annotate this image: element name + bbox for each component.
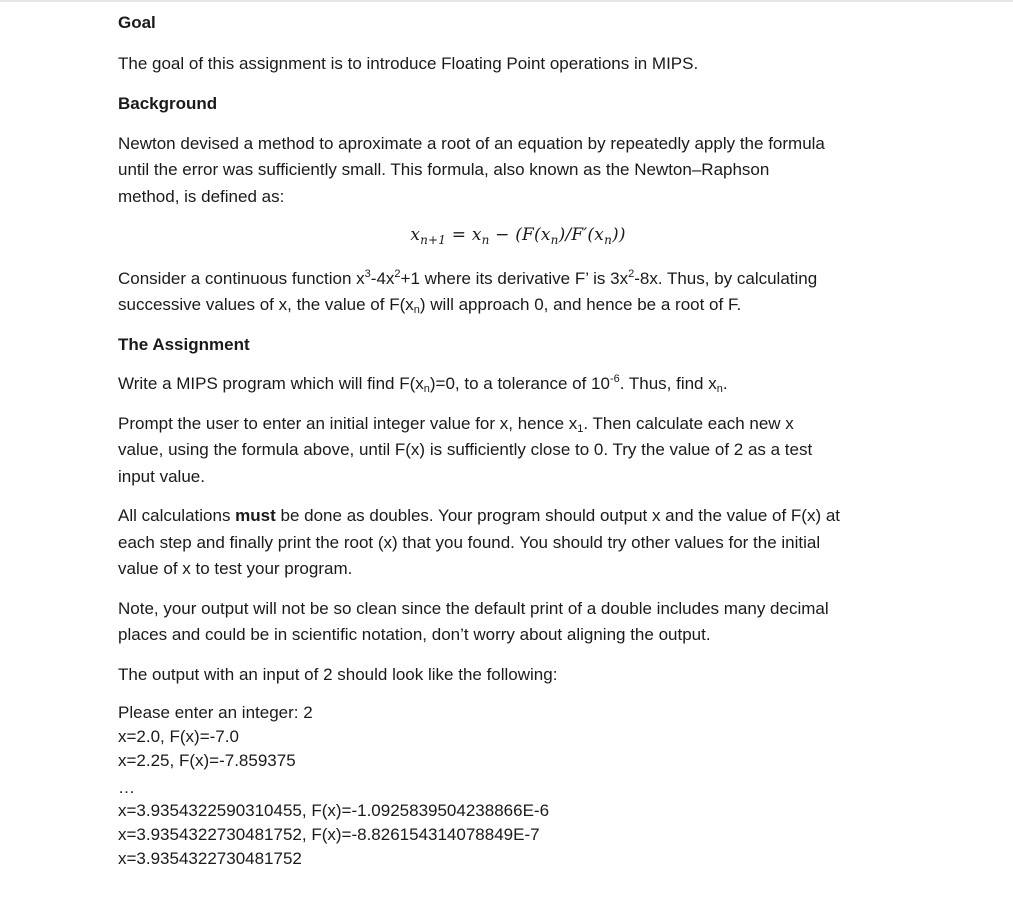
prompt-line-3: input value.: [118, 466, 205, 486]
formula-x2-sub: n: [550, 233, 559, 247]
calc-line-3: value of x to test your program.: [118, 559, 353, 578]
write-text-c: . Thus, find x: [619, 374, 717, 393]
output-line: Please enter an integer: 2: [118, 703, 313, 722]
calc-line-1: [118, 503, 908, 530]
formula-x2: x: [540, 225, 551, 245]
background-heading: Background: [118, 94, 218, 113]
formula-x3-sub: n: [604, 233, 612, 247]
write-sub-1: n: [423, 383, 430, 395]
calc-line-2: each step and finally print the root (x) that you found. You should try other values for the initial: [118, 532, 821, 552]
background-paragraph: [118, 131, 908, 211]
consider-text-c: +1 where its derivative F’ is 3x: [400, 268, 629, 288]
output-intro: The output with an input of 2 should look like the following:: [118, 664, 558, 684]
background-line-3: method, is defined as:: [118, 186, 285, 206]
consider-text-a: Consider a continuous function x: [118, 268, 365, 288]
output-ellipsis: …: [118, 778, 135, 797]
consider2-text-a: successive values of x, the value of F(x: [118, 295, 414, 314]
background-line-1: Newton devised a method to aproximate a root of an equation by repeatedly apply the formula: [118, 133, 825, 153]
goal-text: The goal of this assignment is to introduce Floating Point operations in MIPS.: [118, 53, 699, 73]
consider-text-b: -4x: [370, 268, 395, 288]
consider-sup-1: 3: [364, 267, 371, 280]
consider-paragraph: [118, 266, 908, 319]
top-rule: [0, 0, 1013, 2]
write-sub-2: n: [716, 383, 723, 395]
formula-minus: −: [489, 225, 516, 245]
document-page: [118, 10, 908, 871]
write-sup: -6: [609, 373, 620, 385]
formula-x1-sub: n: [481, 233, 490, 247]
goal-heading: Goal: [118, 13, 156, 32]
formula-eq: =: [446, 225, 472, 245]
assignment-heading: The Assignment: [118, 334, 250, 354]
calc-emphasis: must: [235, 506, 276, 525]
consider-line-1: [118, 266, 908, 293]
write-text-a: Write a MIPS program which will find F(x: [118, 374, 424, 393]
formula-lhs-sub: n+1: [420, 233, 447, 247]
output-line: x=3.9354322730481752, F(x)=-8.826154314078849E-7: [118, 825, 540, 844]
prompt-line-2: value, using the formula above, until F(x) is sufficiently close to 0. Try the value of 2 as a test: [118, 440, 813, 459]
consider-text-d: -8x. Thus, by calculating: [634, 268, 818, 288]
prompt-text-a: Prompt the user to enter an initial integer value for x, hence x: [118, 413, 578, 433]
write-line: [118, 371, 908, 398]
note-line-1: Note, your output will not be so clean since the default print of a double includes many decimal: [118, 598, 829, 618]
consider-sup-3: 2: [628, 267, 635, 280]
formula-x1: x: [471, 225, 482, 245]
consider-line-2: [118, 292, 908, 319]
prompt-paragraph: [118, 411, 908, 491]
calc-text-b: be done as doubles. Your program should output x and the value of F(x) at: [275, 506, 841, 525]
formula-f-open: (F(: [515, 225, 541, 245]
formula-close: )): [612, 225, 626, 245]
note-paragraph: [118, 596, 908, 649]
formula-x3: x: [594, 225, 605, 245]
prompt-text-b: . Then calculate each new x: [583, 413, 794, 433]
consider-sup-2: 2: [394, 267, 401, 280]
formula-mid: )/F′(: [558, 225, 595, 245]
write-text-d: .: [722, 374, 728, 393]
note-line-2: places and could be in scientific notation, don’t worry about aligning the output.: [118, 625, 711, 644]
background-line-2: until the error was sufficiently small. This formula, also known as the Newton–Raphson: [118, 160, 770, 179]
calc-paragraph: [118, 503, 908, 583]
output-line: x=3.9354322730481752: [118, 849, 302, 868]
output-line: x=2.25, F(x)=-7.859375: [118, 751, 296, 770]
consider2-sub: n: [413, 304, 420, 316]
sample-output: [118, 701, 908, 871]
calc-text-a: All calculations: [118, 506, 236, 525]
consider2-text-b: ) will approach 0, and hence be a root of F.: [419, 295, 742, 314]
newton-formula: [118, 222, 908, 254]
prompt-line-1: [118, 411, 908, 438]
prompt-sub: 1: [577, 422, 584, 435]
output-line: x=2.0, F(x)=-7.0: [118, 727, 239, 746]
write-text-b: )=0, to a tolerance of 10: [429, 374, 610, 393]
output-line: x=3.9354322590310455, F(x)=-1.0925839504238866E-6: [118, 801, 550, 820]
formula-lhs-var: x: [410, 225, 421, 245]
